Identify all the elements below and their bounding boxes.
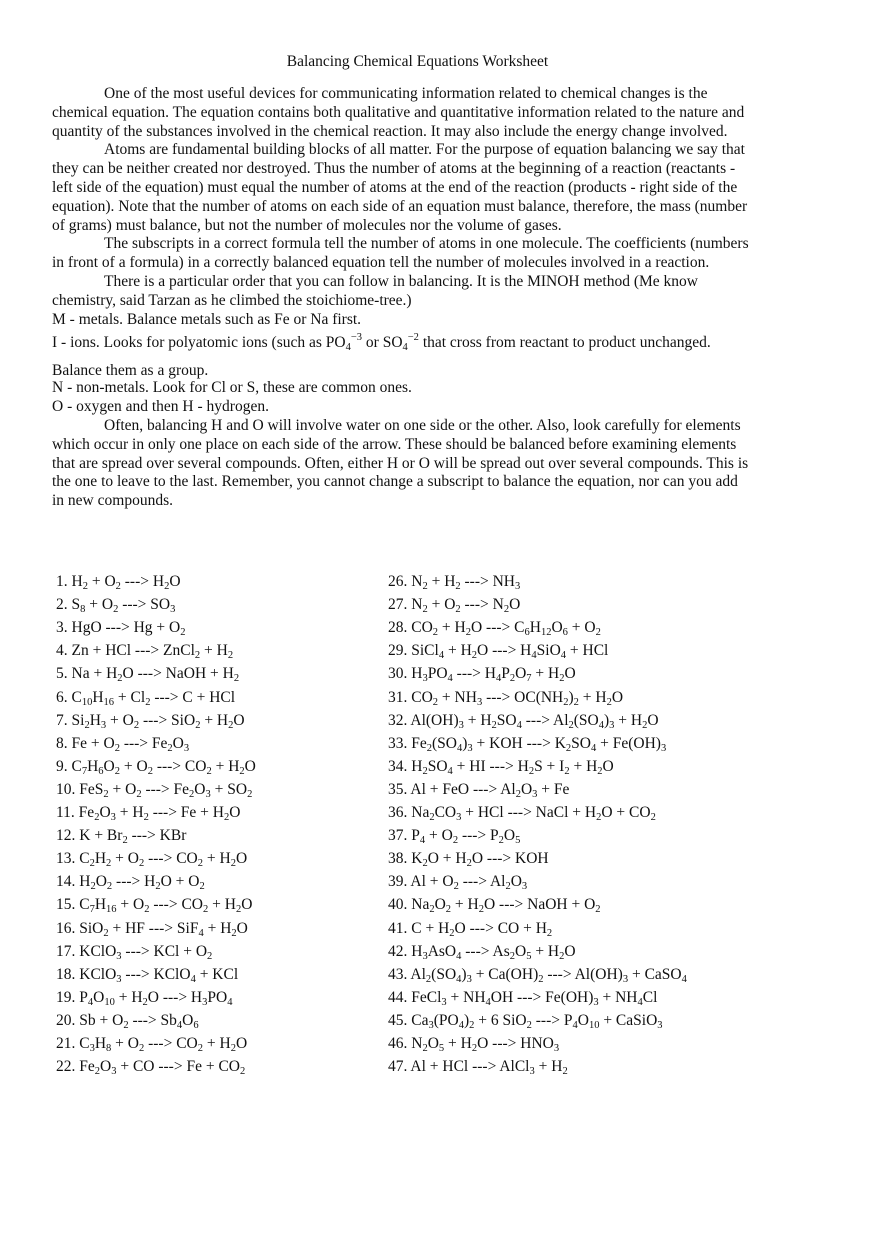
equation-item: 27. $N_2 + O_2$ ---> $N_2O$ [388,596,521,616]
equation-item: 44. FeCl$_3$ + $NH_4OH$ ---> $Fe(OH)_3 + NH_4Cl$ [388,988,658,1008]
equation-item: 4. Zn + HCl ---> ZnCl$_2$ + $H_2$ [56,642,234,662]
paragraph-minoh: There is a particular order that you can follow in balancing. It is the MINOH method (Me know chemistry, said Tarzan as he climbed the stoichiome-tree.) [52,272,698,309]
equation-item: 19. $P_4O_{10} + H_2O$ ---> $H_3PO_4$ [56,988,233,1008]
equation-item: 7. $Si_2H_3 + O_2$ ---> $SiO_2 + H_2O$ [56,711,245,731]
po4-charge: −3 [350,332,363,344]
ions-text-prefix: I - ions. Looks for polyatomic ions (such as PO [52,334,346,352]
equation-item: 20. $Sb + O_2$ ---> $Sb_4O_6$ [56,1011,199,1031]
method-oxygen-hydrogen: O - oxygen and then H - hydrogen. [52,398,269,416]
equation-item: 26. $N_2 + H_2$ ---> $NH_3$ [388,573,521,592]
paragraph-closing: Often, balancing H and O will involve water on one side or the other. Also, look carefully for elements which occur in only one place on each side of the arrow. These should be balanced before examining elements that are spread over several compounds. Often, either H or O will be spread out over several compounds. This is the one to leave to the last. Remember, you cannot change a subscript to balance the equation, nor can you add in new compounds. [52,416,749,510]
equation-item: 9. $C_7H_6O_2 + O_2$ ---> $CO_2 + H_2O$ [56,757,256,777]
equation-item: 16. SiO$_2$ + HF ---> $SiF_4 + H_2O$ [56,919,248,939]
so4-subscript: 4 [402,342,408,354]
equation-item: 47. Al + HCl ---> AlCl$_3$ + $H_2$ [388,1058,568,1078]
equation-item: 38. $K_2O + H_2O$ ---> KOH [388,850,549,870]
equation-item: 15. $C_7H_{16} + O_2$ ---> $CO_2 + H_2O$ [56,896,253,916]
equation-item: 34. $H_2SO_4$ + HI ---> $H_2S + I_2 + H_2O$ [388,757,614,777]
equation-item: 2. $S_8 + O_2$ ---> $SO_3$ [56,596,176,616]
equation-item: 46. $N_2O_5 + H_2O$ ---> $HNO_3$ [388,1035,560,1054]
equation-item: 42. $H_3AsO_4$ ---> $As_2O_5 + H_2O$ [388,942,576,962]
equation-item: 36. $Na_2CO_3$ + HCl ---> NaCl + $H_2O + CO_2$ [388,804,656,823]
equation-item: 40. $Na_2O_2 + H_2O$ ---> NaOH + $O_2$ [388,896,601,916]
equation-item: 29. SiCl$_4$ + $H_2O$ ---> $H_4SiO_4$ + HCl [388,642,609,662]
equation-item: 22. $Fe_2O_3$ + CO ---> $Fe + CO_2$ [56,1058,246,1078]
equation-item: 17. KClO$_3$ ---> KCl + $O_2$ [56,942,213,962]
method-nonmetals: N - non-metals. Look for Cl or S, these are common ones. [52,379,412,397]
equation-item: 18. KClO$_3$ ---> KClO$_4$ + KCl [56,965,239,985]
equation-item: 8. $Fe + O_2$ ---> $Fe_2O_3$ [56,734,190,754]
ions-text-suffix: that cross from reactant to product unchanged. Balance them as a group. [52,334,711,380]
equation-item: 28. $CO_2 + H_2O$ ---> $C_6H_{12}O_6 + O_2$ [388,619,601,639]
equation-item: 3. HgO ---> $Hg + O_2$ [56,619,186,639]
equation-item: 45. $Ca_3(PO_4)_2 + 6$ SiO$_2$ ---> $P_4O_{10}$ + CaSiO$_3$ [388,1011,663,1031]
equation-item: 32. $Al(OH)_3 + H_2SO_4$ ---> $Al_2(SO_4)_3 + H_2O$ [388,711,659,731]
equation-item: 10. $FeS_2 + O_2$ ---> $Fe_2O_3 + SO_2$ [56,780,253,800]
equation-item: 1. $H_2 + O_2$ ---> $H_2O$ [56,573,181,592]
equation-item: 43. $Al_2(SO_4)_3 + Ca(OH)_2$ ---> $Al(OH)_3$ + CaSO$_4$ [388,965,687,985]
equation-item: 11. $Fe_2O_3 + H_2$ ---> $Fe + H_2O$ [56,804,241,823]
equation-item: 33. $Fe_2(SO_4)_3$ + KOH ---> $K_2SO_4 + Fe(OH)_3$ [388,734,667,754]
intro-text [52,85,752,511]
equation-item: 12. $K + Br_2$ ---> KBr [56,827,187,847]
so4-charge: −2 [407,332,419,344]
equation-item: 21. $C_3H_8 + O_2$ ---> $CO_2 + H_2O$ [56,1035,248,1054]
equation-item: 41. $C + H_2O$ ---> CO + $H_2$ [388,919,553,939]
equation-item: 14. $H_2O_2$ ---> $H_2O + O_2$ [56,873,205,893]
po4-subscript: 4 [345,342,351,354]
equation-item: 6. $C_{10}H_{16} + Cl_2$ ---> C + HCl [56,688,236,708]
equation-item: 39. $Al + O_2$ ---> $Al_2O_3$ [388,873,528,893]
paragraph-atoms: Atoms are fundamental building blocks of all matter. For the purpose of equation balancing we say that they can be neither created nor destroyed. Thus the number of atoms at the beginning of a reaction (reactants - left side of the equation) must equal the number of atoms at the end of the reaction (products - right side of the equation). Note that the number of atoms on each side of an equation must balance, therefore, the mass (number of grams) must balance, but not the number of molecules nor the volume of gases. [52,141,748,234]
paragraph-subscripts: The subscripts in a correct formula tell the number of atoms in one molecule. The coefficients (numbers in front of a formula) in a correctly balanced equation tell the number of molecules involved in a reaction. [52,235,749,272]
method-metals: M - metals. Balance metals such as Fe or Na first. [52,310,362,328]
equation-item: 30. $H_3PO_4$ ---> $H_4P_2O_7 + H_2O$ [388,665,576,685]
page-title: Balancing Chemical Equations Worksheet [286,53,549,70]
method-ions [52,329,752,385]
equation-item: 37. $P_4 + O_2$ ---> $P_2O_5$ [388,827,521,847]
ions-text-or: or SO [362,334,403,352]
equation-item: 13. $C_2H_2 + O_2$ ---> $CO_2 + H_2O$ [56,850,248,870]
paragraph-equation-intro: One of the most useful devices for communicating information related to chemical changes is the chemical equation. The equation contains both qualitative and quantitative information related to the nature and quantity of the substances involved in the chemical reaction. It may also include the energy change involved. [52,85,745,140]
equation-item: 5. $Na + H_2O$ ---> NaOH + $H_2$ [56,665,240,685]
equation-item: 35. Al + FeO ---> $Al_2O_3 + Fe$ [388,780,570,800]
equation-item: 31. $CO_2 + NH_3$ ---> $OC(NH_2)_2 + H_2O$ [388,688,624,708]
